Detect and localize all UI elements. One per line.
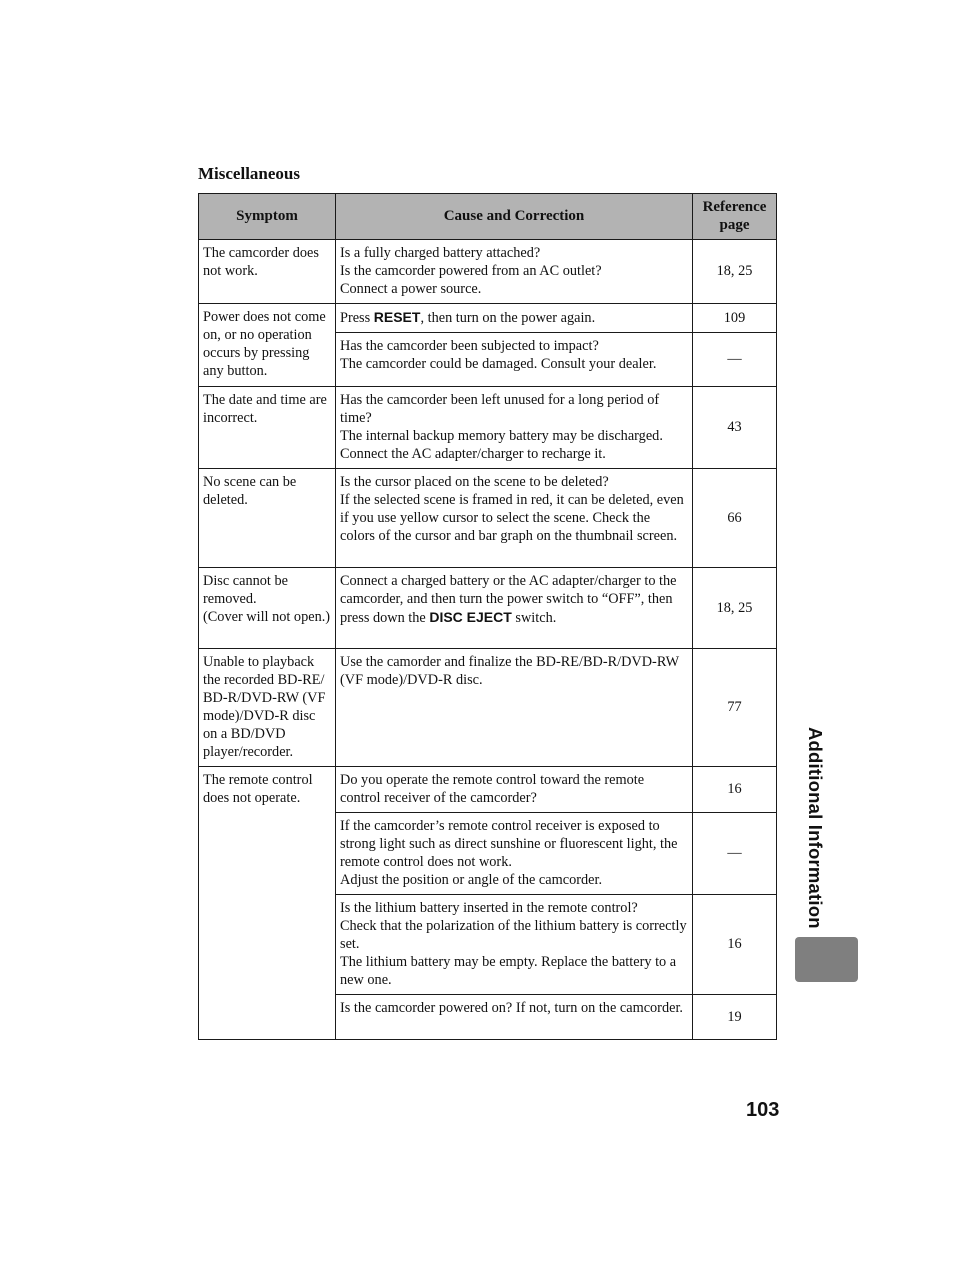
reference-cell: 16 bbox=[693, 767, 777, 813]
symptom-cell: Power does not come on, or no operation occurs by pressing any button. bbox=[199, 304, 336, 387]
cause-line: Adjust the position or angle of the camcorder. bbox=[340, 872, 603, 888]
cause-cell: Use the camorder and finalize the BD-RE/BD-R/DVD-RW (VF mode)/DVD-R disc. bbox=[336, 649, 693, 767]
cause-line: Has the camcorder been left unused for a long period of time? bbox=[340, 392, 660, 426]
table-row bbox=[199, 568, 777, 649]
table-row bbox=[199, 469, 777, 568]
cause-text-post: switch. bbox=[511, 610, 557, 626]
header-symptom: Symptom bbox=[199, 194, 336, 240]
cause-cell bbox=[336, 387, 693, 469]
reference-cell: 19 bbox=[693, 995, 777, 1040]
reference-cell: — bbox=[693, 813, 777, 895]
cause-line: Connect a power source. bbox=[340, 281, 482, 297]
symptom-cell: The camcorder does not work. bbox=[199, 240, 336, 304]
disc-eject-key-label: DISC EJECT bbox=[429, 609, 512, 625]
table-row bbox=[199, 649, 777, 767]
reference-cell: 77 bbox=[693, 649, 777, 767]
reference-cell: 109 bbox=[693, 304, 777, 333]
cause-line: Check that the polarization of the lithium battery is correctly set. bbox=[340, 918, 687, 952]
cause-text-pre: Press bbox=[340, 310, 374, 326]
cause-text-pre: Connect a charged battery or the AC adapter/charger to the camcorder, and then turn the power switch to “OFF”, then press down the bbox=[340, 573, 677, 626]
reference-cell: 18, 25 bbox=[693, 568, 777, 649]
table-header-row bbox=[199, 194, 777, 240]
section-side-label: Additional Information bbox=[805, 727, 826, 929]
table-row bbox=[199, 387, 777, 469]
cause-cell bbox=[336, 304, 693, 333]
cause-line: Is the lithium battery inserted in the remote control? bbox=[340, 900, 638, 916]
cause-line: If the selected scene is framed in red, it can be deleted, even if you use yellow cursor to select the scene. Check the colors of the cursor and bar graph on the thumbnail screen. bbox=[340, 492, 684, 544]
symptom-cell bbox=[199, 568, 336, 649]
cause-line: Is a fully charged battery attached? bbox=[340, 245, 541, 261]
section-title: Miscellaneous bbox=[198, 164, 300, 183]
symptom-line: (Cover will not open.) bbox=[203, 609, 331, 625]
cause-cell bbox=[336, 240, 693, 304]
table-row bbox=[199, 240, 777, 304]
cause-cell: Do you operate the remote control toward the remote control receiver of the camcorder? bbox=[336, 767, 693, 813]
symptom-cell: The remote control does not operate. bbox=[199, 767, 336, 1040]
cause-line: Has the camcorder been subjected to impact? bbox=[340, 338, 599, 354]
page-number: 103 bbox=[746, 1099, 780, 1121]
cause-cell bbox=[336, 333, 693, 387]
reference-cell: 18, 25 bbox=[693, 240, 777, 304]
cause-cell bbox=[336, 469, 693, 568]
troubleshooting-table bbox=[198, 193, 777, 1040]
cause-cell: Is the camcorder powered on? If not, turn on the camcorder. bbox=[336, 995, 693, 1040]
cause-cell bbox=[336, 813, 693, 895]
table-row bbox=[199, 304, 777, 333]
reference-cell: 66 bbox=[693, 469, 777, 568]
reset-key-label: RESET bbox=[373, 309, 421, 325]
header-cause: Cause and Correction bbox=[336, 194, 693, 240]
cause-line: Is the camcorder powered from an AC outlet? bbox=[340, 263, 602, 279]
cause-line: Connect the AC adapter/charger to recharge it. bbox=[340, 446, 606, 462]
symptom-cell: No scene can be deleted. bbox=[199, 469, 336, 568]
table-row bbox=[199, 767, 777, 813]
header-reference: Reference page bbox=[693, 194, 777, 240]
cause-line: The lithium battery may be empty. Replace the battery to a new one. bbox=[340, 954, 677, 988]
cause-line: The camcorder could be damaged. Consult your dealer. bbox=[340, 356, 657, 372]
cause-cell bbox=[336, 568, 693, 649]
symptom-line: Disc cannot be removed. bbox=[203, 573, 288, 607]
cause-line: If the camcorder’s remote control receiver is exposed to strong light such as direct sunshine or fluorescent light, the remote control does not work. bbox=[340, 818, 678, 870]
symptom-cell: Unable to playback the recorded BD-RE/ BD-R/DVD-RW (VF mode)/DVD-R disc on a BD/DVD player/recorder. bbox=[199, 649, 336, 767]
reference-cell: — bbox=[693, 333, 777, 387]
cause-line: Is the cursor placed on the scene to be deleted? bbox=[340, 474, 609, 490]
cause-cell bbox=[336, 895, 693, 995]
section-thumb-tab bbox=[795, 937, 858, 982]
cause-text-post: , then turn on the power again. bbox=[420, 310, 596, 326]
symptom-cell: The date and time are incorrect. bbox=[199, 387, 336, 469]
reference-cell: 43 bbox=[693, 387, 777, 469]
cause-line: The internal backup memory battery may be discharged. bbox=[340, 428, 663, 444]
reference-cell: 16 bbox=[693, 895, 777, 995]
